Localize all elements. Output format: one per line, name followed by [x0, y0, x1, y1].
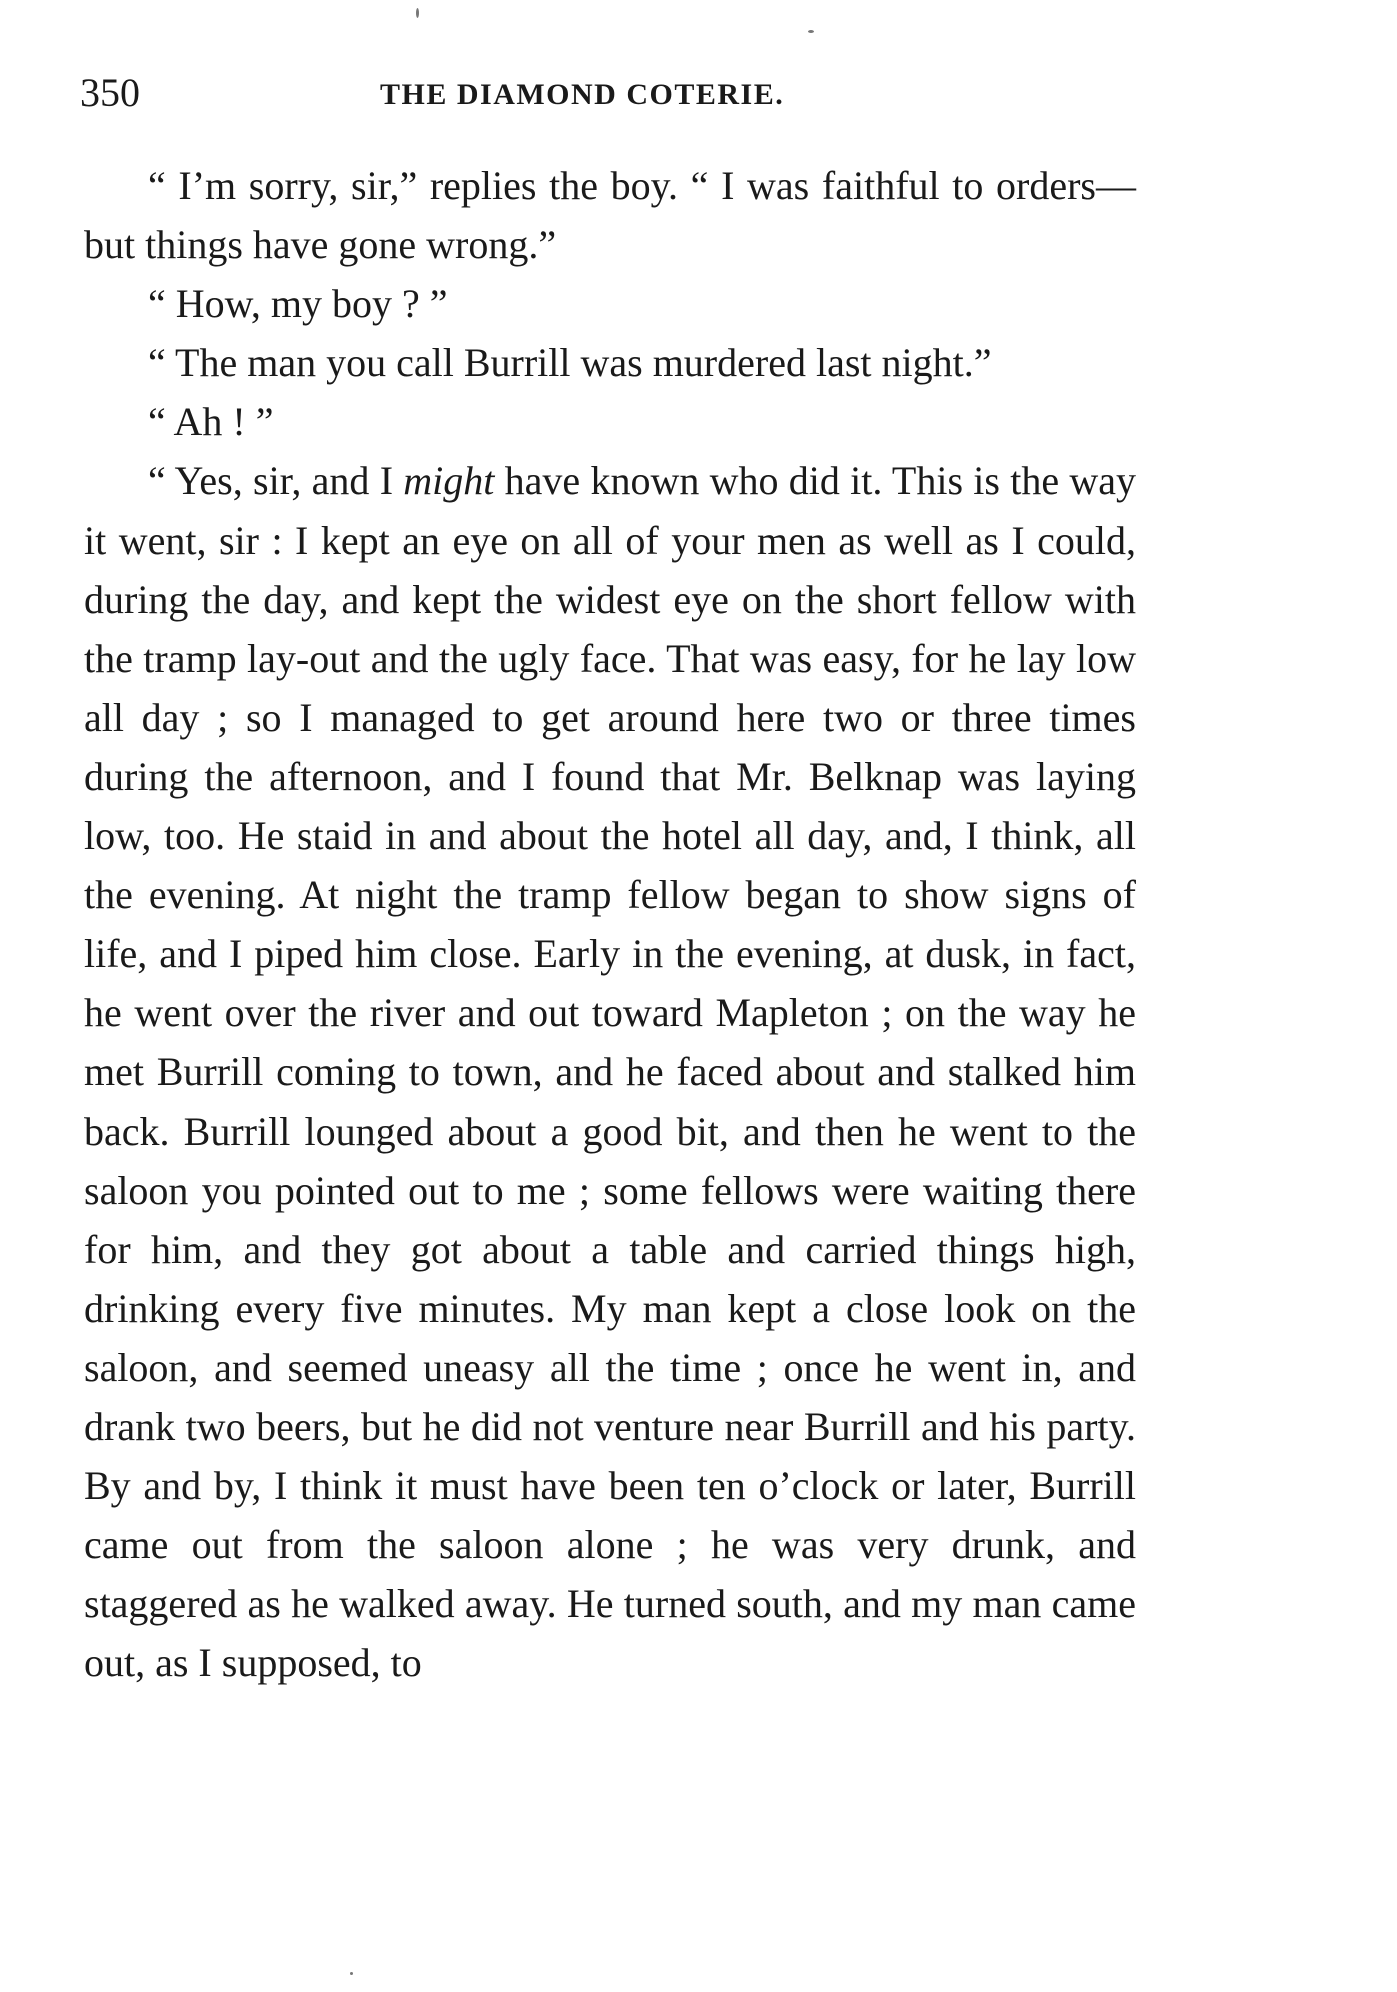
paragraph-question: “ How, my boy ? ”: [148, 281, 448, 327]
scan-speck: [808, 30, 814, 33]
account-text-start: “ Yes, sir, and I: [148, 458, 404, 504]
scan-speck: [350, 1972, 353, 1975]
paragraph-apology: “ I’m sorry, sir,” replies the boy. “ I was faithful to orders—but things have gone wrong.”: [84, 163, 1136, 268]
body-text: [84, 156, 1136, 1692]
paragraph-murder-report: “ The man you call Burrill was murdered last night.”: [148, 340, 992, 386]
page-number: 350: [80, 70, 140, 115]
scan-speck: [416, 8, 419, 18]
paragraph-exclamation: “ Ah ! ”: [148, 399, 274, 445]
account-italic-word: might: [403, 458, 495, 504]
paragraph-account: [84, 451, 1136, 1692]
running-head: [80, 68, 1140, 118]
account-text-rest: have known who did it. This is the way it went, sir : I kept an eye on all of your men as well as I could, during the day, and kept the widest eye on the short fellow with the tramp lay-out and the ugly face. That was easy, for he lay low all day ; so I managed to get around here two or three times during the afternoon, and I found that Mr. Belknap was laying low, too. He staid in and about the hotel all day, and, I think, all the evening. At night the tramp fellow began to show signs of life, and I piped him close. Early in the evening, at dusk, in fact, he went over the river and out toward Mapleton ; on the way he met Burrill coming to town, and he faced about and stalked him back. Burrill lounged about a good bit, and then he went to the saloon you pointed out to me ; some fellows were waiting there for him, and they got about a table and carried things high, drinking every five minutes. My man kept a close look on the saloon, and seemed uneasy all the time ; once he went in, and drank two beers, but he did not venture near Burrill and his party. By and by, I think it must have been ten o’clock or later, Burrill came out from the saloon alone ; he was very drunk, and staggered as he walked away. He turned south, and my man came out, as I supposed, to: [84, 458, 1136, 1686]
running-title: THE DIAMOND COTERIE.: [380, 78, 785, 111]
